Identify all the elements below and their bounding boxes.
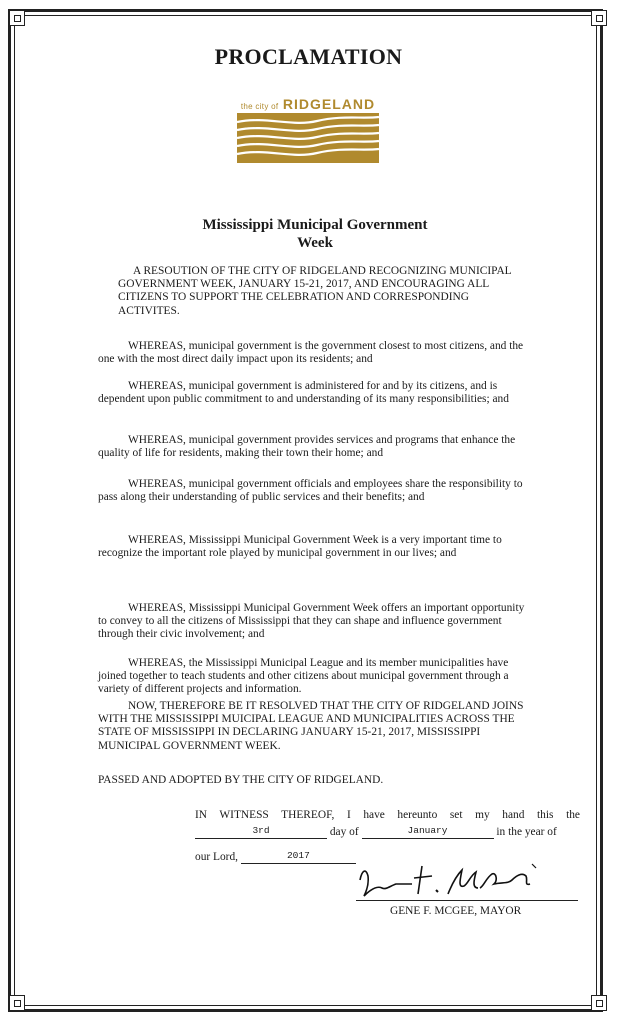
whereas-paragraph-4: WHEREAS, municipal government officials and employees share the responsibility to pass along their understanding of public services and their benefits; and [98, 478, 523, 504]
whereas-paragraph-3: WHEREAS, municipal government provides services and programs that enhance the quality of life for residents, making their town their home; and [98, 434, 516, 460]
document-title: PROCLAMATION [214, 44, 403, 69]
city-logo [233, 96, 383, 166]
corner-ornament-top-left [9, 10, 25, 26]
whereas-paragraph-7: WHEREAS, the Mississippi Municipal League and its member municipalities have joined together to teach students and other citizens about municipal government through a variety of different projects and information. [98, 657, 509, 696]
day-of-label: day of [329, 826, 359, 838]
heading-line-1: Mississippi Municipal Government [202, 217, 428, 233]
whereas-paragraph-2: WHEREAS, municipal government is administered for and by its citizens, and is dependent upon public commitment to and understanding of its many responsibilities; and [98, 380, 509, 406]
witness-statement: IN WITNESS THEREOF, I have hereunto set my hand this the [195, 809, 580, 821]
passed-adopted-line: PASSED AND ADOPTED BY THE CITY OF RIDGELAND. [98, 774, 384, 786]
our-lord-label: our Lord, [195, 851, 239, 863]
logo-waves-icon [237, 113, 379, 163]
resolved-paragraph: NOW, THEREFORE BE IT RESOLVED THAT THE CITY OF RIDGELAND JOINS WITH THE MISSISSIPPI MUICIPAL LEAGUE AND MUNICIPALITIES ACROSS THE STATE OF MISSISSIPPI IN DECLARING JANUARY 15-21, 2017, MISSISSIPPI MUNICIPAL GOVERNMENT WEEK. [98, 700, 524, 752]
signer-name: GENE F. MCGEE, MAYOR [390, 905, 522, 917]
heading-line-2: Week [297, 235, 333, 251]
year-field: 2017 [241, 851, 356, 864]
corner-ornament-bottom-right [591, 995, 607, 1011]
whereas-paragraph-1: WHEREAS, municipal government is the government closest to most citizens, and the one with the most direct daily impact upon its residents; and [98, 340, 524, 366]
signature-line [356, 900, 578, 901]
logo-city-name: RIDGELAND [282, 96, 376, 112]
mayor-signature [352, 858, 552, 902]
proclamation-heading [170, 216, 460, 252]
whereas-paragraph-6: WHEREAS, Mississippi Municipal Government Week offers an important opportunity to convey to all the citizens of Mississippi that they can shape and influence government through their civic involvement; and [98, 602, 525, 641]
month-field: January [362, 826, 494, 839]
logo-small-text: the city of [240, 102, 279, 111]
year-of-label: in the year of [496, 826, 557, 838]
corner-ornament-top-right [591, 10, 607, 26]
logo-wordmark [233, 96, 383, 114]
day-field: 3rd [195, 826, 327, 839]
corner-ornament-bottom-left [9, 995, 25, 1011]
date-fill-row [195, 826, 557, 839]
whereas-paragraph-5: WHEREAS, Mississippi Municipal Government Week is a very important time to recognize the important role played by municipal government in our lives; and [98, 534, 502, 560]
year-fill-row [195, 851, 356, 864]
resolution-paragraph: A RESOUTION OF THE CITY OF RIDGELAND RECOGNIZING MUNICIPAL GOVERNMENT WEEK, JANUARY 15-21, 2017, AND ENCOURAGING ALL CITIZENS TO SUPPORT THE CELEBRATION AND CORRESPONDING ACTIVITES. [118, 265, 512, 317]
